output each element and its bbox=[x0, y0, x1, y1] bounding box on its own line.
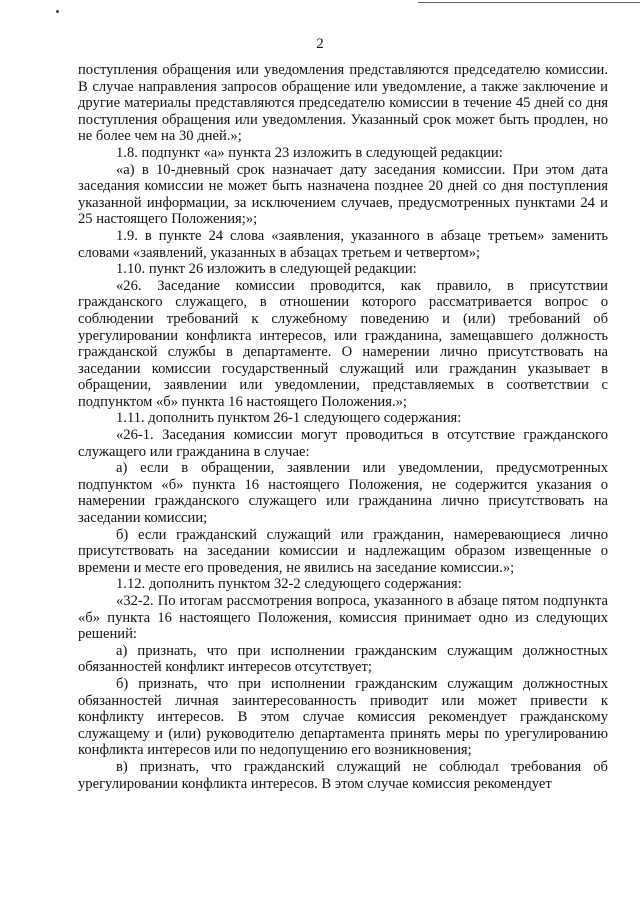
paragraph: б) если гражданский служащий или гражданин, намеревающиеся лично присутствовать на заседании комиссии и надлежащим образом извещенные о времени и месте его проведения, не явились на заседание комиссии.»; bbox=[78, 526, 608, 576]
paragraph: 1.8. подпункт «а» пункта 23 изложить в следующей редакции: bbox=[116, 144, 503, 161]
paragraph: 1.10. пункт 26 изложить в следующей редакции: bbox=[116, 261, 417, 278]
paragraph: «26-1. Заседания комиссии могут проводиться в отсутствие гражданского служащего или гражданина в случае: bbox=[78, 427, 608, 460]
paragraph: 1.11. дополнить пунктом 26-1 следующего содержания: bbox=[116, 410, 462, 427]
paragraph: 1.12. дополнить пунктом 32-2 следующего содержания: bbox=[116, 576, 462, 593]
paragraph: «32-2. По итогам рассмотрения вопроса, указанного в абзаце пятом подпункта «б» пункта 16 настоящего Положения, комиссия принимает одно из следующих решений: bbox=[78, 593, 608, 643]
paragraph: «26. Заседание комиссии проводится, как правило, в присутствии гражданского служащего, в отношении которого рассматривается вопрос о соблюдении требований к служебному поведению и (или) требований об урегулировании конфликта интересов, или гражданина, замещавшего должность гражданской службы в департаменте. О намерении лично присутствовать на заседании комиссии государственный служащий или гражданин указывает в обращении, заявлении или уведомлении, представляемых в соответствии с подпунктом «б» пункта 16 настоящего Положения.»; bbox=[78, 277, 608, 410]
paragraph: «а) в 10-дневный срок назначает дату заседания комиссии. При этом дата заседания комиссии не может быть назначена позднее 20 дней со дня поступления указанной информации, за исключением случаев, предусмотренных пунктами 24 и 25 настоящего Положения;»; bbox=[78, 161, 608, 228]
paragraph: в) признать, что гражданский служащий не соблюдал требования об урегулировании конфликта интересов. В этом случае комиссия рекомендует bbox=[78, 758, 608, 792]
paragraph: 1.9. в пункте 24 слова «заявления, указанного в абзаце третьем» заменить словами «заявлений, указанных в абзацах третьем и четвертом»; bbox=[78, 227, 608, 261]
scan-edge-line bbox=[418, 2, 640, 3]
paragraph: а) если в обращении, заявлении или уведомлении, предусмотренных подпунктом «б» пункта 16 настоящего Положения, не содержится указания о намерении гражданского служащего или гражданина лично присутствовать на заседании комиссии; bbox=[78, 460, 608, 527]
page-number: 2 bbox=[316, 36, 324, 52]
scan-dot bbox=[56, 10, 59, 13]
paragraph: поступления обращения или уведомления представляются председателю комиссии. В случае направления запросов обращение или уведомление, а также заключение и другие материалы представляются председателю комиссии в течение 45 дней со дня поступления обращения или уведомления. Указанный срок может быть продлен, но не более чем на 30 дней.»; bbox=[78, 62, 608, 145]
document-body bbox=[78, 62, 608, 792]
paragraph: б) признать, что при исполнении гражданским служащим должностных обязанностей личная заинтересованность приводит или может привести к конфликту интересов. В этом случае комиссия рекомендует гражданскому служащему и (или) руководителю департамента принять меры по урегулированию конфликта интересов или по недопущению его возникновения; bbox=[78, 675, 608, 759]
paragraph: а) признать, что при исполнении гражданским служащим должностных обязанностей конфликт интересов отсутствует; bbox=[78, 642, 608, 676]
